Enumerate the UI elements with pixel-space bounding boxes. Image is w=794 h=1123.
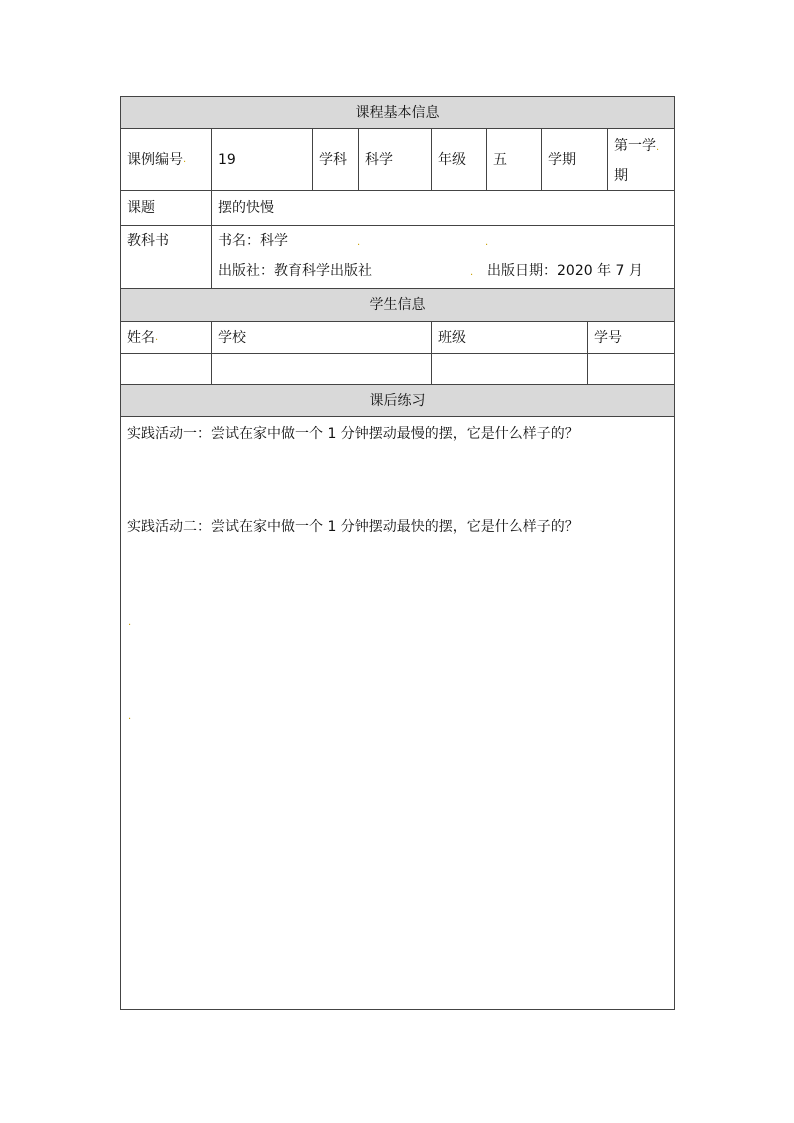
paragraph-marker: . — [357, 237, 361, 248]
course-number-label-cell — [121, 129, 212, 190]
topic-row — [121, 191, 674, 226]
paragraph-marker: . — [485, 237, 489, 248]
term-value-line1: 第一学 — [614, 138, 656, 154]
paragraph-marker: . — [470, 267, 474, 278]
basic-info-header: 课程基本信息 — [121, 97, 674, 128]
school-field[interactable] — [212, 354, 432, 384]
student-info-header: 学生信息 — [121, 289, 674, 321]
class-field[interactable] — [432, 354, 588, 384]
course-meta-row — [121, 129, 674, 191]
paragraph-marker: . — [155, 331, 159, 343]
student-name-label: 姓名 — [127, 329, 155, 346]
publish-date: 出版日期：2020 年 7 月 — [487, 263, 643, 279]
textbook-details — [212, 226, 674, 288]
student-values-row — [121, 354, 674, 385]
course-info-form — [120, 96, 675, 1010]
homework-header-row — [121, 385, 674, 417]
homework-area[interactable] — [121, 417, 674, 1009]
paragraph-marker: . — [128, 711, 132, 722]
student-id-field[interactable] — [588, 354, 674, 384]
topic-value: 摆的快慢 — [218, 200, 274, 216]
paragraph-marker: . — [656, 142, 660, 153]
publisher: 出版社：教育科学出版社 — [218, 263, 372, 279]
subject-value: 科学 — [359, 129, 432, 190]
textbook-label: 教科书 — [121, 226, 212, 288]
grade-label: 年级 — [432, 129, 487, 190]
homework-header: 课后练习 — [121, 385, 674, 416]
student-labels-row — [121, 322, 674, 354]
student-info-header-row — [121, 289, 674, 322]
book-name: 书名：科学 — [218, 233, 288, 249]
student-name-label-cell — [121, 322, 212, 353]
class-label: 班级 — [432, 322, 588, 353]
term-label: 学期 — [542, 129, 608, 190]
activity-two: 实践活动二：尝试在家中做一个 1 分钟摆动最快的摆，它是什么样子的？ — [127, 519, 579, 535]
school-label: 学校 — [212, 322, 432, 353]
subject-label: 学科 — [313, 129, 359, 190]
student-name-field[interactable] — [121, 354, 212, 384]
paragraph-marker: . — [128, 617, 132, 628]
term-value-cell — [608, 129, 674, 190]
course-number-value: 19 — [212, 129, 313, 190]
student-id-label: 学号 — [594, 329, 622, 346]
grade-value: 五 — [487, 129, 542, 190]
basic-info-header-row — [121, 97, 674, 129]
course-number-label: 课例编号 — [127, 151, 183, 168]
textbook-row — [121, 226, 674, 289]
paragraph-marker: . — [183, 153, 187, 165]
activity-one: 实践活动一：尝试在家中做一个 1 分钟摆动最慢的摆，它是什么样子的？ — [127, 426, 579, 442]
topic-label: 课题 — [121, 191, 212, 225]
term-value-line2: 期 — [614, 168, 628, 184]
